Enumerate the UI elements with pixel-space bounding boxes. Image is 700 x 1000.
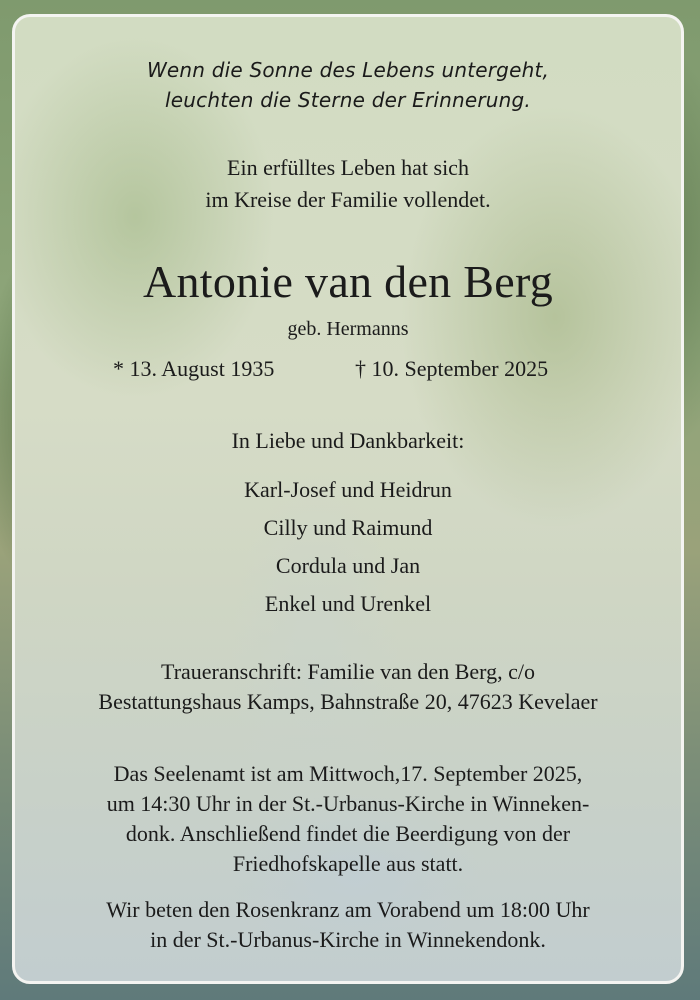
service-line-2: um 14:30 Uhr in der St.-Urbanus-Kirche in Winneken- bbox=[106, 791, 590, 816]
birth-name: geb. Hermanns bbox=[287, 318, 409, 340]
mourner-name: Cilly und Raimund bbox=[263, 515, 433, 540]
address-line-2: Bestattungshaus Kamps, Bahnstraße 20, 47623 Kevelaer bbox=[98, 689, 598, 714]
death-date: † 10. September 2025 bbox=[355, 356, 549, 381]
mourner-name: Karl-Josef und Heidrun bbox=[244, 477, 452, 502]
motto-line-2: leuchten die Sterne der Erinnerung. bbox=[165, 88, 531, 112]
mourners-heading: In Liebe und Dankbarkeit: bbox=[231, 428, 465, 453]
address-line-1: Traueranschrift: Familie van den Berg, c/o bbox=[161, 659, 535, 684]
birth-date: * 13. August 1935 bbox=[113, 356, 275, 381]
motto-line-1: Wenn die Sonne des Lebens untergeht, bbox=[146, 58, 550, 82]
intro-line-2: im Kreise der Familie vollendet. bbox=[205, 187, 491, 212]
service-line-4: Friedhofskapelle aus statt. bbox=[232, 851, 464, 876]
obituary-frame bbox=[12, 14, 684, 984]
service-line-1: Das Seelenamt ist am Mittwoch,17. September 2025, bbox=[113, 761, 583, 786]
deceased-name: Antonie van den Berg bbox=[142, 256, 554, 307]
service-line-3: donk. Anschließend findet die Beerdigung von der bbox=[125, 821, 571, 846]
intro-line-1: Ein erfülltes Leben hat sich bbox=[227, 155, 469, 180]
rosary-line-1: Wir beten den Rosenkranz am Vorabend um 18:00 Uhr bbox=[106, 897, 590, 922]
rosary-line-2: in der St.-Urbanus-Kirche in Winnekendonk. bbox=[150, 927, 546, 952]
mourner-name: Cordula und Jan bbox=[275, 553, 421, 578]
mourner-name: Enkel und Urenkel bbox=[264, 591, 432, 616]
